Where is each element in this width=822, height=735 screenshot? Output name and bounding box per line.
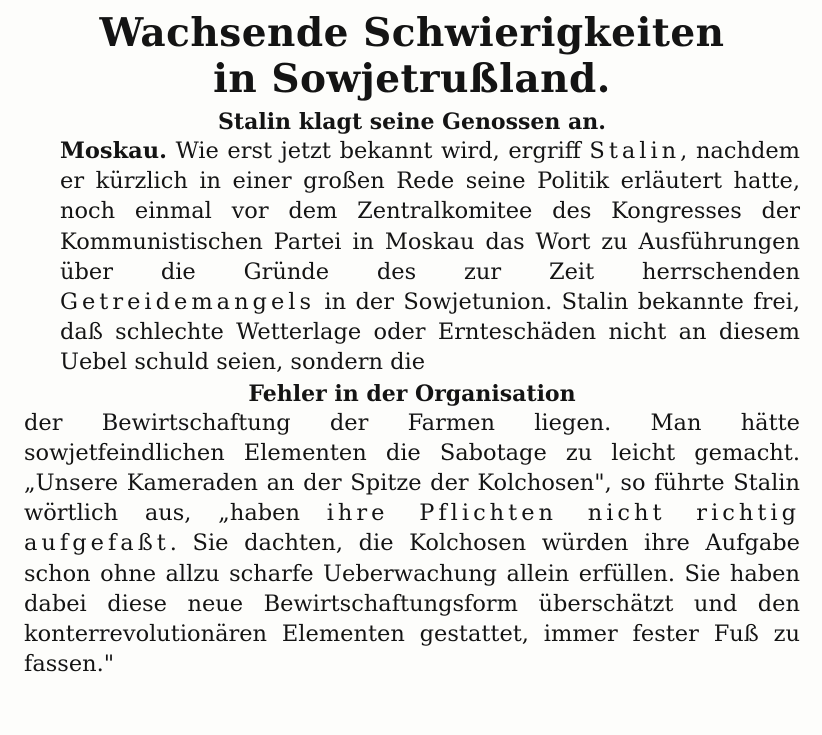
subheadline: Stalin klagt seine Genossen an. [218, 109, 606, 135]
paragraph-2-text-1: der Bewirtschaftung der Farmen liegen. Man hätte sowjetfeindlichen Elementen die Sabotage zu leicht gemacht. „Unsere Kameraden an der Spitze der Kolchosen", so führte Stalin wörtlich aus, „haben [24, 409, 800, 527]
paragraph-2 [24, 408, 800, 680]
spaced-name-stalin: Stalin [589, 138, 681, 164]
paragraph-1 [24, 136, 800, 378]
headline [24, 10, 800, 102]
section-heading: Fehler in der Organisation [248, 380, 576, 407]
headline-line-1: Wachsende Schwierigkeiten [99, 10, 725, 56]
spaced-word-getreidemangels: Getreidemangels [60, 289, 316, 316]
dateline: Moskau. [60, 138, 167, 164]
headline-line-2: in Sowjetrußland. [213, 56, 611, 102]
paragraph-1-text-2: , nachdem er kürzlich in einer großen Rede seine Politik erläutert hatte, noch einmal vor dem Zentralkomitee des Kongresses der Kommunistischen Partei in Moskau das Wort zu Ausführungen über die Gründe des zur Zeit herrschenden [60, 138, 800, 285]
paragraph-2-text-2: . Sie dachten, die Kolchosen würden ihre Aufgabe schon ohne allzu scharfe Ueberwachung allein erfüllen. Sie haben dabei diese neue Bewirtschaftungsform überschätzt und den konterrevolutionären Elementen gestattet, immer fester Fuß zu fassen." [24, 530, 800, 678]
spaced-quote-pflichten: ihre Pflichten nicht richtig aufgefaßt [24, 500, 800, 557]
paragraph-1-text-3: in der Sowjetunion. Stalin bekannte frei, daß schlechte Wetterlage oder Ernteschäden nicht an diesem Uebel schuld seien, sondern die [60, 289, 800, 376]
paragraph-1-text-1: Wie erst jetzt bekannt wird, ergriff [166, 138, 590, 164]
